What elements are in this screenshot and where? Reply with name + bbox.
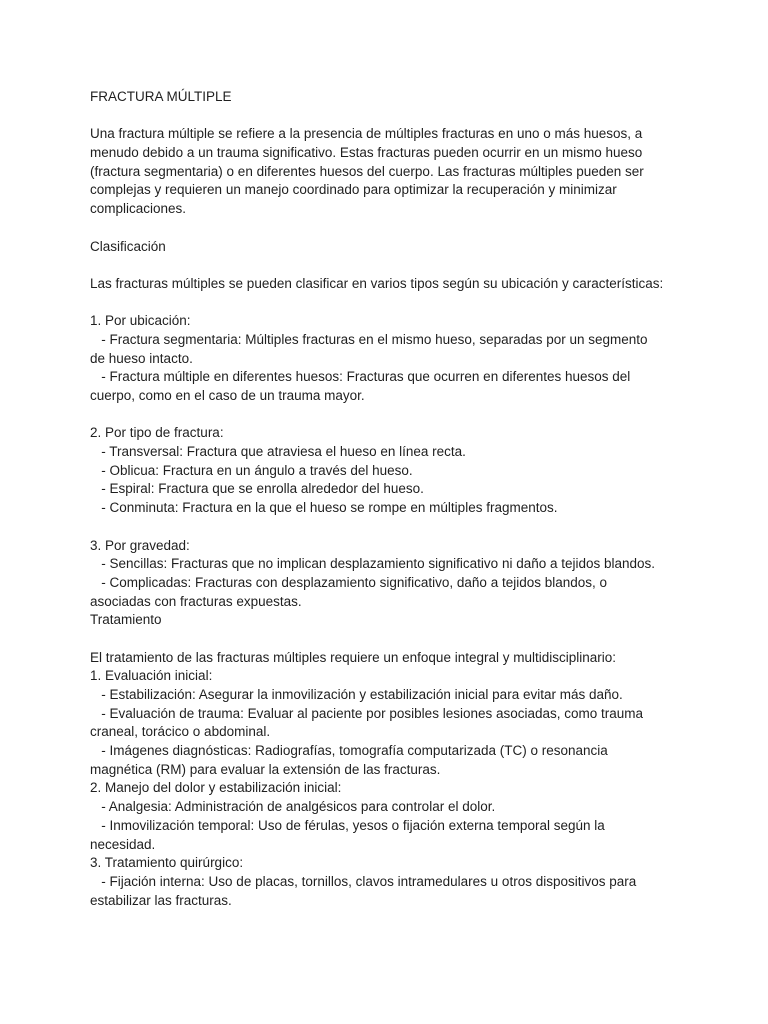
text-line: 1. Evaluación inicial: [90,668,213,684]
text-line: - Evaluación de trauma: Evaluar al paciente por posibles lesiones asociadas, como trauma [90,705,644,721]
text-line: craneal, torácico o abdominal. [90,724,271,740]
text-line: - Espiral: Fractura que se enrolla alrededor del hueso. [90,481,424,497]
text-line: - Estabilización: Asegurar la inmovilización y estabilización inicial para evitar más daño. [90,687,623,702]
text-line: cuerpo, como en el caso de un trauma mayor. [90,388,365,403]
text-line: - Fijación interna: Uso de placas, tornillos, clavos intramedulares u otros dispositivos para [90,873,637,889]
text-line: - Imágenes diagnósticas: Radiografías, tomografía computarizada (TC) o resonancia [90,743,608,759]
text-line: Las fracturas múltiples se pueden clasificar en varios tipos según su ubicación y características: [90,275,664,291]
text-line: Clasificación [90,238,166,254]
text-line: - Sencillas: Fracturas que no implican desplazamiento significativo ni daño a tejidos blandos. [90,556,656,572]
text-line: Tratamiento [90,612,162,628]
text-line: menudo debido a un trauma significativo. Estas fracturas pueden ocurrir en un mismo hueso [90,145,643,161]
blank-line [90,294,690,313]
text-line: - Analgesia: Administración de analgésicos para controlar el dolor. [90,799,496,815]
text-line: - Complicadas: Fracturas con desplazamiento significativo, daño a tejidos blandos, o [90,574,608,590]
text-line: necesidad. [90,836,156,852]
text-line: (fractura segmentaria) o en diferentes huesos del cuerpo. Las fracturas múltiples pueden ser [90,163,644,179]
text-line: complicaciones. [90,201,187,217]
text-line: - Fractura segmentaria: Múltiples fracturas en el mismo hueso, separadas por un segmento [90,331,648,347]
blank-line [90,518,690,537]
text-line: estabilizar las fracturas. [90,892,232,908]
text-line: - Fractura múltiple en diferentes huesos: Fracturas que ocurren en diferentes huesos del [90,369,631,385]
text-line: de hueso intacto. [90,350,193,366]
blank-line [90,219,690,238]
text-line: asociadas con fracturas expuestas. [90,593,302,609]
text-line: 2. Por tipo de fractura: [90,425,224,441]
blank-line [90,630,690,649]
text-line: 2. Manejo del dolor y estabilización inicial: [90,780,342,796]
text-line: - Conminuta: Fractura en la que el hueso se rompe en múltiples fragmentos. [90,500,558,516]
text-line: 3. Por gravedad: [90,537,190,553]
text-line: magnética (RM) para evaluar la extensión de las fracturas. [90,761,441,777]
text-line: - Transversal: Fractura que atraviesa el hueso en línea recta. [90,444,466,460]
text-line: FRACTURA MÚLTIPLE [90,89,232,104]
text-line: El tratamiento de las fracturas múltiples requiere un enfoque integral y multidisciplinario: [90,649,617,665]
text-line: - Inmovilización temporal: Uso de férulas, yesos o fijación externa temporal según la [90,817,605,833]
text-line: Una fractura múltiple se refiere a la presencia de múltiples fracturas en uno o más huesos, a [90,126,643,142]
text-line: 1. Por ubicación: [90,313,191,329]
text-line: complejas y requieren un manejo coordinado para optimizar la recuperación y minimizar [90,182,617,198]
blank-line [90,406,690,425]
blank-line [90,256,690,275]
blank-line [90,107,690,126]
text-line: - Oblicua: Fractura en un ángulo a través del hueso. [90,462,413,478]
text-line: 3. Tratamiento quirúrgico: [90,855,244,871]
document-page [90,88,690,910]
